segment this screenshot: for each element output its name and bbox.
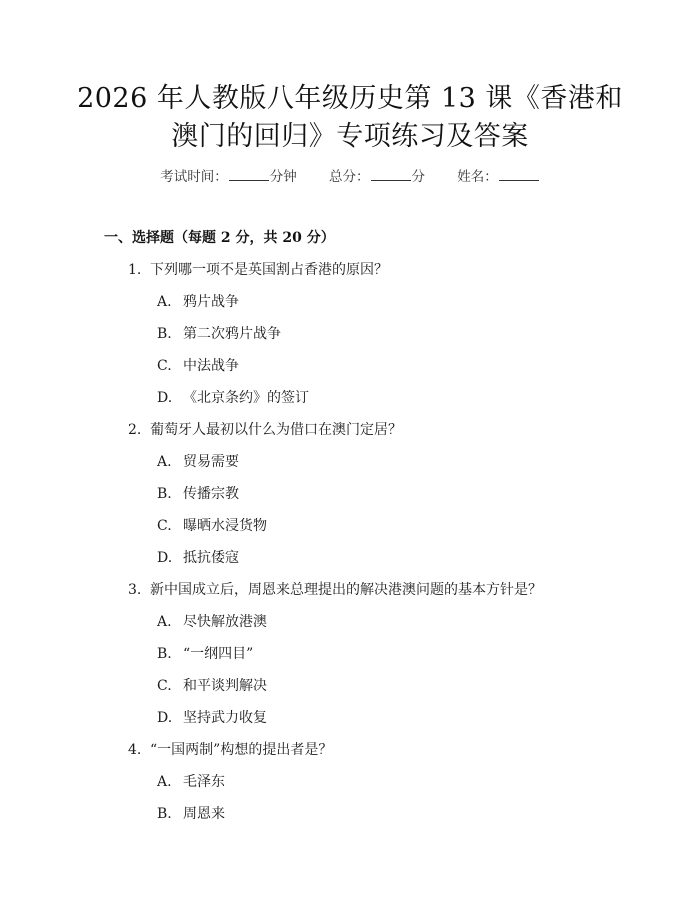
question-3: [128, 579, 542, 601]
option-letter: B.: [157, 646, 172, 662]
option-letter: A.: [157, 614, 172, 630]
question-number: 2.: [128, 422, 142, 438]
question-1-option-a: [157, 291, 239, 313]
option-letter: C.: [157, 358, 172, 374]
option-text: 曝晒水浸货物: [183, 518, 267, 534]
option-text: 中法战争: [183, 358, 239, 374]
option-letter: C.: [157, 518, 172, 534]
exam-time-field: [160, 166, 297, 188]
question-4-option-b: [157, 803, 225, 825]
option-letter: B.: [157, 486, 172, 502]
question-text: “一国两制”构想的提出者是？: [150, 742, 333, 758]
option-letter: A.: [157, 774, 172, 790]
option-letter: B.: [157, 806, 172, 822]
question-text: 新中国成立后，周恩来总理提出的解决港澳问题的基本方针是？: [150, 582, 542, 598]
question-2-option-c: [157, 515, 267, 537]
option-text: 抵抗倭寇: [183, 550, 239, 566]
option-text: 尽快解放港澳: [183, 614, 267, 630]
document-title-line-2: 澳门的回归》专项练习及答案: [171, 121, 529, 152]
question-2-option-b: [157, 483, 239, 505]
option-letter: C.: [157, 678, 172, 694]
total-score-blank: [371, 166, 411, 181]
question-number: 3.: [128, 582, 142, 598]
question-3-option-a: [157, 611, 267, 633]
option-text: 贸易需要: [183, 454, 239, 470]
exam-time-blank: [229, 166, 269, 181]
student-name-field: [457, 166, 540, 188]
question-2-option-d: [157, 547, 239, 569]
option-text: 第二次鸦片战争: [183, 326, 281, 342]
option-text: 鸦片战争: [183, 294, 239, 310]
student-name-label: 姓名：: [457, 169, 498, 185]
exam-info: [0, 166, 700, 188]
option-text: 传播宗教: [183, 486, 239, 502]
question-3-option-c: [157, 675, 267, 697]
option-letter: B.: [157, 326, 172, 342]
question-1: [128, 259, 388, 281]
question-3-option-d: [157, 707, 267, 729]
question-number: 4.: [128, 742, 142, 758]
option-text: 坚持武力收复: [183, 710, 267, 726]
question-4-option-a: [157, 771, 225, 793]
question-text: 葡萄牙人最初以什么为借口在澳门定居？: [150, 422, 402, 438]
total-score-label: 总分：: [329, 169, 370, 185]
question-2-option-a: [157, 451, 239, 473]
question-4: [128, 739, 332, 761]
option-letter: D.: [157, 550, 173, 566]
question-text: 下列哪一项不是英国割占香港的原因？: [150, 262, 388, 278]
exam-time-label: 考试时间：: [160, 169, 228, 185]
question-1-option-d: [157, 387, 309, 409]
option-text: 《北京条约》的签订: [183, 390, 309, 406]
question-2: [128, 419, 402, 441]
total-score-unit: 分: [411, 169, 425, 185]
student-name-blank: [499, 166, 539, 181]
document-title-line-1: 2026 年人教版八年级历史第 13 课《香港和: [77, 83, 623, 114]
section-heading-multiple-choice: 一、选择题（每题 2 分，共 20 分）: [104, 230, 335, 246]
option-letter: A.: [157, 294, 172, 310]
option-text: 周恩来: [183, 806, 225, 822]
total-score-field: [329, 166, 425, 188]
option-text: “一纲四目”: [183, 646, 254, 662]
question-1-option-b: [157, 323, 281, 345]
option-text: 毛泽东: [183, 774, 225, 790]
question-number: 1.: [128, 262, 142, 278]
question-3-option-b: [157, 643, 253, 665]
exam-time-unit: 分钟: [269, 169, 297, 185]
option-letter: D.: [157, 710, 173, 726]
option-letter: D.: [157, 390, 173, 406]
option-letter: A.: [157, 454, 172, 470]
option-text: 和平谈判解决: [183, 678, 267, 694]
question-1-option-c: [157, 355, 239, 377]
